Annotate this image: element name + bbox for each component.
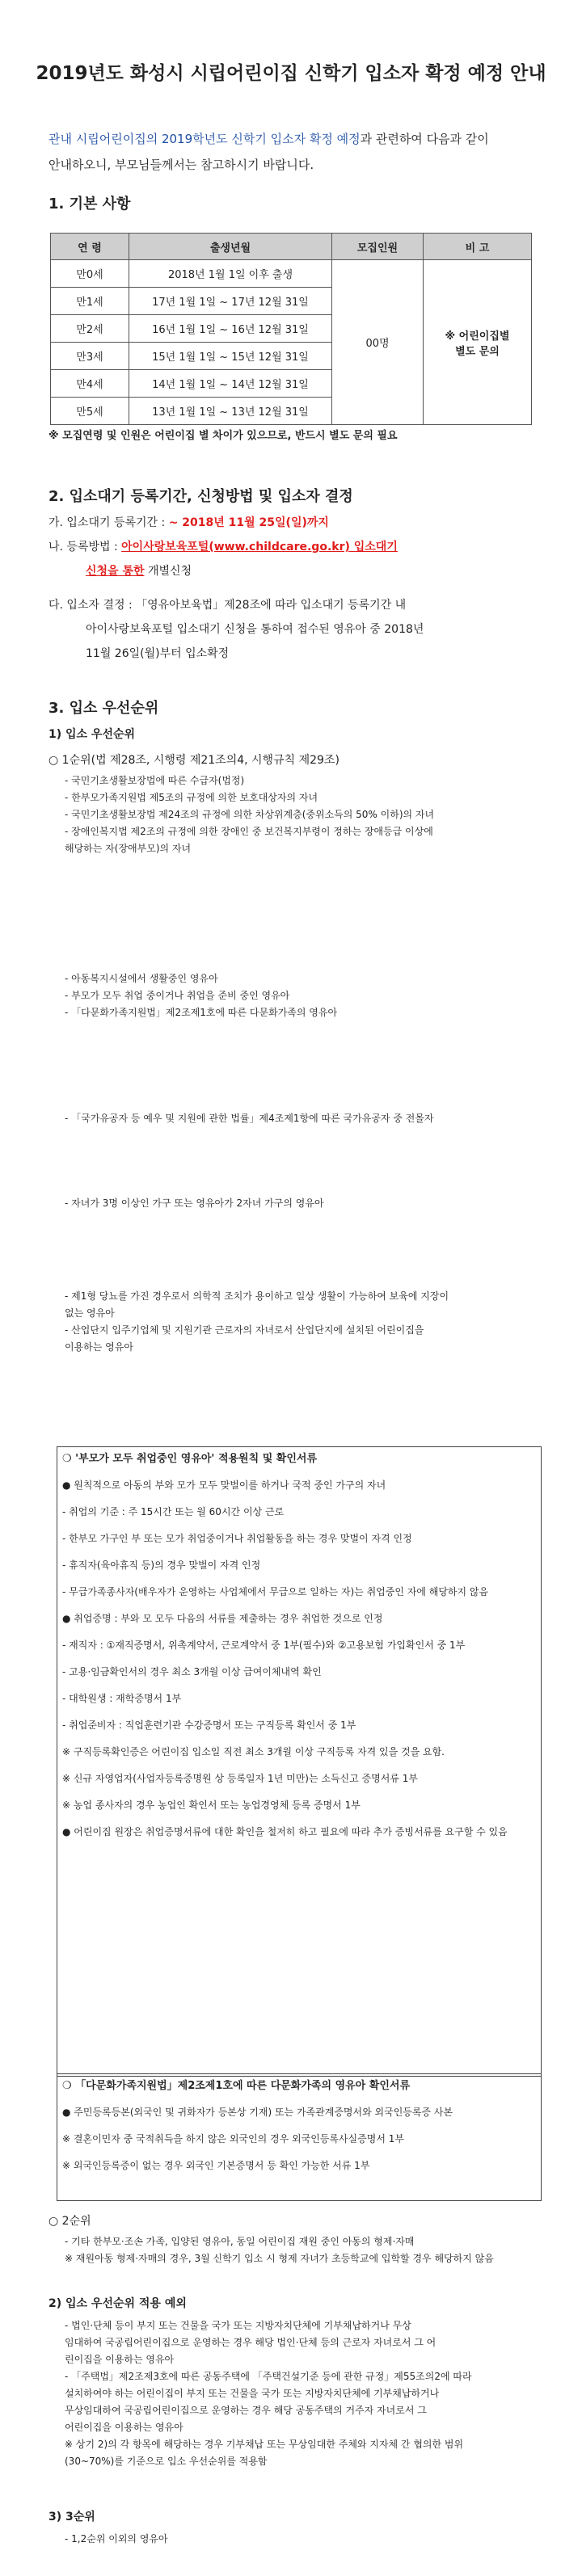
- box-line: - 취업의 기준 : 주 15시간 또는 월 60시간 이상 근로: [62, 1506, 285, 1517]
- page-title: 2019년도 화성시 시립어린이집 신학기 입소자 확정 예정 안내: [36, 63, 546, 84]
- list-item: 임대하여 국공립어린이집으로 운영하는 경우 해당 법인·단체 등의 근로자 자녀로서 그 어: [65, 2337, 436, 2348]
- box-line: - 대학원생 : 재학증명서 1부: [62, 1693, 182, 1704]
- reg-method-label: 나. 등록방법 :: [48, 541, 118, 554]
- list-item: - 「다문화가족지원법」제2조제1호에 따른 다문화가족의 영유아: [65, 1007, 338, 1018]
- birth-cell: 2018년 1월 1일 이후 출생: [129, 260, 332, 288]
- capacity-cell: 00명: [332, 260, 424, 425]
- rank2-list: [48, 2233, 543, 2267]
- reg-method-tail: 개별신청: [147, 565, 192, 578]
- box-line: ● 어린이집 원장은 취업증명서류에 대한 확인을 철저히 하고 필요에 따라 추가 증빙서류를 요구할 수 있음: [62, 1826, 508, 1837]
- box-line: ※ 농업 종사자의 경우 농업인 확인서 또는 농업경영체 등록 증명서 1부: [62, 1799, 361, 1811]
- multicultural-box: [57, 2073, 542, 2201]
- section-priority-heading: 3. 입소 우선순위: [48, 700, 159, 717]
- box-line: ※ 결혼이민자 중 국적취득을 하지 않은 외국인의 경우 외국인등록사실증명서 1부: [62, 2133, 404, 2145]
- list-item: - 기타 한부모·조손 가족, 입양된 영유아, 동일 어린이집 재원 중인 아동의 형제·자매: [65, 2236, 415, 2247]
- box-line: ● 원칙적으로 아동의 부와 모가 모두 맞벌이를 하거나 국적 중인 가구의 자녀: [62, 1480, 386, 1491]
- rank3-item: - 1,2순위 이외의 영유아: [65, 2533, 168, 2544]
- birth-cell: 16년 1월 1일 ~ 16년 12월 31일: [129, 315, 332, 343]
- box-line: - 고용·임금확인서의 경우 최소 3개월 이상 급여이체내역 확인: [62, 1666, 322, 1677]
- box-line: ※ 외국인등록증이 없는 경우 외국인 기본증명서 등 확인 가능한 서류 1부: [62, 2160, 370, 2171]
- box-line: ● 주민등록등본(외국인 및 귀화자가 등본상 기재) 또는 가족관계증명서와 외국인등록증 사본: [62, 2107, 453, 2118]
- table-header-row: [51, 234, 532, 260]
- remark-line2: 별도 문의: [455, 345, 500, 358]
- box-line: ※ 신규 자영업자(사업자등록증명원 상 등록일자 1년 미만)는 소득신고 증명서류 1부: [62, 1773, 418, 1784]
- reg-method-link-cont: 신청을 통한: [86, 565, 145, 578]
- age-cell: 만4세: [51, 370, 129, 398]
- birth-cell: 14년 1월 1일 ~ 14년 12월 31일: [129, 370, 332, 398]
- list-item: (30~70%)를 기준으로 입소 우선순위를 적용함: [65, 2456, 268, 2467]
- age-cell: 만2세: [51, 315, 129, 343]
- list-item: 무상임대하여 국공립어린이집으로 운영하는 경우 해당 공동주택의 거주자 자녀로서 그: [65, 2405, 427, 2416]
- list-item: - 한부모가족지원법 제5조의 규정에 의한 보호대상자의 자녀: [65, 792, 318, 803]
- reg-period-value: ~ 2018년 11월 25일(일)까지: [168, 516, 329, 529]
- reg-method-cont: [48, 559, 543, 583]
- list-item: - 부모가 모두 취업 중이거나 취업을 준비 중인 영유아: [65, 990, 290, 1001]
- box-line: - 취업준비자 : 직업훈련기관 수강증명서 또는 구직등록 확인서 중 1부: [62, 1719, 356, 1731]
- section-registration-heading: 2. 입소대기 등록기간, 신청방법 및 입소자 결정: [48, 488, 353, 505]
- list-item: - 「주택법」제2조제3호에 따른 공동주택에 「주택건설기준 등에 관한 규정」제55조의2에 따라: [65, 2371, 472, 2382]
- box-line: - 한부모 가구인 부 또는 모가 취업중이거나 취업활동을 하는 경우 맞벌이 자격 인정: [62, 1533, 412, 1544]
- box-line: ● 취업증명 : 부와 모 모두 다음의 서류를 제출하는 경우 취업한 것으로 인정: [62, 1613, 383, 1624]
- intro-paragraph: [48, 126, 534, 178]
- list-item: 설치하여야 하는 어린이집이 부지 또는 건물을 국가 또는 지방자치단체에 기부채납하거나: [65, 2388, 440, 2399]
- header-capacity: 모집인원: [332, 234, 424, 260]
- birth-cell: 13년 1월 1일 ~ 13년 12월 31일: [129, 398, 332, 425]
- list-item: - 「국가유공자 등 예우 및 지원에 관한 법률」제4조제1항에 따른 국가유공자 중 전몰자: [65, 1113, 434, 1124]
- intro-line2: 안내하오니, 부모님들께서는 참고하시기 바랍니다.: [48, 158, 314, 172]
- list-item: - 아동복지시설에서 생활중인 영유아: [65, 973, 218, 984]
- remark-cell: [424, 260, 532, 425]
- header-remark: 비 고: [424, 234, 532, 260]
- list-item: - 제1형 당뇨를 가진 경우로서 의학적 조치가 용이하고 일상 생활이 가능하여 보육에 지장이: [65, 1290, 449, 1302]
- list-item: 없는 영유아: [65, 1307, 115, 1319]
- list-item: 이용하는 영유아: [65, 1341, 133, 1353]
- list-item: 린이집을 이용하는 영유아: [65, 2354, 175, 2365]
- table-row: [51, 260, 532, 288]
- birth-cell: 15년 1월 1일 ~ 15년 12월 31일: [129, 343, 332, 370]
- list-item: - 자녀가 3명 이상인 가구 또는 영유아가 2자녀 가구의 영유아: [65, 1198, 324, 1209]
- list-item: - 국민기초생활보장법 제24조의 규정에 의한 차상위계층(중위소득의 50% 이하)의 자녀: [65, 809, 435, 820]
- age-cell: 만3세: [51, 343, 129, 370]
- list-item: - 장애인복지법 제2조의 규정에 의한 장애인 중 보건복지부령이 정하는 장애등급 이상에: [65, 826, 433, 837]
- rank2-block: [48, 2209, 543, 2267]
- exception-heading: 2) 입소 우선순위 적용 예외: [48, 2297, 187, 2310]
- header-birth: 출생년월: [129, 234, 332, 260]
- rank1-list: [48, 772, 543, 1356]
- box-line: - 휴직자(육아휴직 등)의 경우 맞벌이 자격 인정: [62, 1559, 261, 1571]
- header-age: 연 령: [51, 234, 129, 260]
- decision-line1: 다. 입소자 결정 : 「영유아보육법」제28조에 따라 입소대기 등록기간 내: [48, 599, 407, 612]
- rank2-title: ○ 2순위: [48, 2215, 91, 2228]
- reg-period: [48, 511, 543, 535]
- box-line: - 무급가족종사자(배우자가 운영하는 사업체에서 무급으로 일하는 자)는 취업중인 자에 해당하지 않음: [62, 1586, 489, 1597]
- registration-block: [48, 511, 543, 666]
- remark-line1: ※ 어린이집별: [445, 330, 510, 343]
- age-cell: 만0세: [51, 260, 129, 288]
- decision-line2: 아이사랑보육포털 입소대기 신청을 통하여 접수된 영유아 중 2018년: [86, 623, 424, 636]
- rank3-heading: 3) 3순위: [48, 2511, 95, 2523]
- priority-subheading: 1) 입소 우선순위: [48, 728, 136, 741]
- box-line: - 재직자 : ①재직증명서, 위촉계약서, 근로계약서 중 1부(필수)와 ②고용보험 가입확인서 중 1부: [62, 1639, 466, 1651]
- employment-criteria-box: [57, 1446, 542, 2077]
- reg-period-label: 가. 입소대기 등록기간 :: [48, 516, 166, 529]
- schedule-table: [50, 233, 532, 425]
- list-item: ※ 재원아동 형제·자매의 경우, 3월 신학기 입소 시 형제 자녀가 초등학교에 입학할 경우 해당하지 않음: [65, 2253, 494, 2264]
- intro-line1-tail: 과 관련하여 다음과 같이: [360, 132, 489, 146]
- list-item: - 국민기초생활보장법에 따른 수급자(법정): [65, 775, 245, 786]
- birth-cell: 17년 1월 1일 ~ 17년 12월 31일: [129, 288, 332, 315]
- exception-list: [48, 2317, 543, 2470]
- intro-highlight: 관내 시립어린이집의 2019학년도 신학기 입소자 확정 예정: [48, 132, 361, 146]
- list-item: ※ 상기 2)의 각 항목에 해당하는 경우 기부채납 또는 무상임대한 주체와 지자체 간 협의한 범위: [65, 2439, 464, 2450]
- reg-method-link[interactable]: 아이사랑보육포털(www.childcare.go.kr) 입소대기: [121, 541, 398, 554]
- list-item: 어린이집을 이용하는 영유아: [65, 2422, 183, 2433]
- list-item: - 법인·단체 등이 부지 또는 건물을 국가 또는 지방자치단체에 기부채납하거나 무상: [65, 2320, 411, 2331]
- decision-line3: 11월 26일(월)부터 입소확정: [86, 647, 230, 660]
- table-note: ※ 모집연령 및 인원은 어린이집 별 차이가 있으므로, 반드시 별도 문의 필요: [48, 430, 398, 442]
- reg-method: [48, 535, 543, 559]
- age-cell: 만1세: [51, 288, 129, 315]
- list-item: 해당하는 자(장애부모)의 자녀: [65, 843, 192, 854]
- box-line: ※ 구직등록확인증은 어린이집 입소일 직전 최소 3개월 이상 구직등록 자격 있을 것을 요함.: [62, 1746, 445, 1757]
- rank1-block: [48, 748, 543, 1356]
- rank1-title: ○ 1순위(법 제28조, 시행령 제21조의4, 시행규칙 제29조): [48, 754, 340, 767]
- list-item: - 산업단지 입주기업체 및 지원기관 근로자의 자녀로서 산업단지에 설치된 어린이집을: [65, 1324, 424, 1336]
- employment-box-heading: ❍ '부모가 모두 취업중인 영유아' 적용원칙 및 확인서류: [62, 1453, 318, 1465]
- age-cell: 만5세: [51, 398, 129, 425]
- multicultural-box-heading: ❍ 「다문화가족지원법」제2조제1호에 따른 다문화가족의 영유아 확인서류: [62, 2080, 410, 2092]
- section-basic-heading: 1. 기본 사항: [48, 196, 131, 213]
